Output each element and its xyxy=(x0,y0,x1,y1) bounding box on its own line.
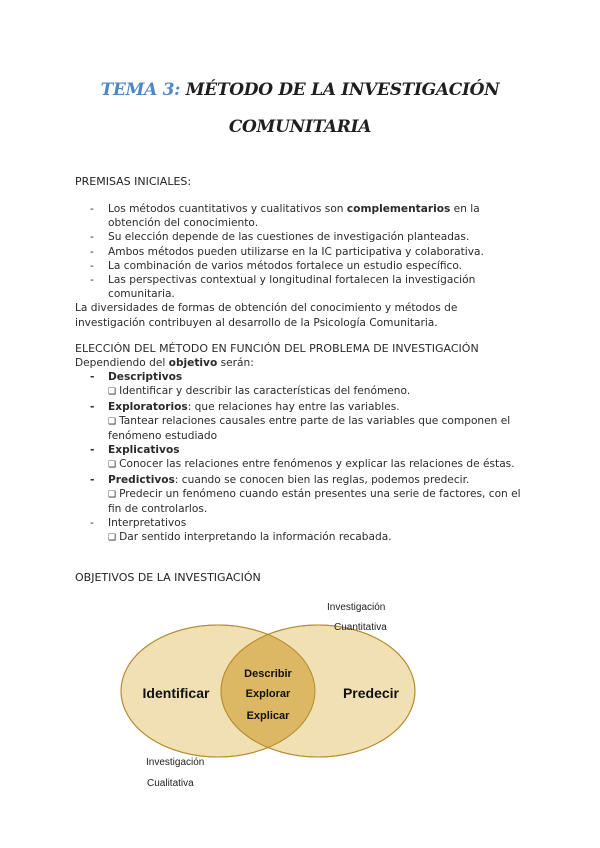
explicar-label: Explicar xyxy=(246,710,290,722)
top-caption-1: Investigación xyxy=(327,602,386,613)
top-caption-2: Cuantitativa xyxy=(334,622,387,633)
premisas-list xyxy=(75,202,525,301)
explorar-label: Explorar xyxy=(245,688,291,700)
eleccion-intro: Dependiendo del objetivo serán: xyxy=(75,357,254,369)
objetivo-detail: ❑ Tantear relaciones causales entre parte de las variables que componen el fenómeno estudiado xyxy=(108,414,511,443)
objetivo-item: - Descriptivos ❑ Identificar y describir las características del fenómeno. xyxy=(75,370,525,399)
objetivo-item: - Interpretativos ❑ Dar sentido interpretando la información recabada. xyxy=(75,516,525,545)
premisa-item: - Las perspectivas contextual y longitudinal fortalecen la investigación comunitaria. xyxy=(75,273,525,301)
premisas-section xyxy=(75,202,525,330)
page-title-line2: COMUNITARIA xyxy=(228,117,372,137)
premisa-item: - Ambos métodos pueden utilizarse en la IC participativa y colaborativa. xyxy=(75,245,525,259)
checkbox-icon: ❑ xyxy=(108,416,117,427)
checkbox-icon: ❑ xyxy=(108,489,117,500)
objetivos-heading: OBJETIVOS DE LA INVESTIGACIÓN xyxy=(75,571,261,584)
objetivo-detail: ❑ Conocer las relaciones entre fenómenos y explicar las relaciones de éstas. xyxy=(108,458,515,471)
premisa-item: - Los métodos cuantitativos y cualitativos son complementarios en la obtención del conocimiento. xyxy=(75,202,525,230)
eleccion-section xyxy=(75,356,525,546)
bottom-caption-1: Investigación xyxy=(146,757,205,768)
objetivo-item: - Explicativos ❑ Conocer las relaciones entre fenómenos y explicar las relaciones de éstas. xyxy=(75,443,525,472)
identificar-label: Identificar xyxy=(142,685,210,701)
premisas-heading: PREMISAS INICIALES: xyxy=(75,175,192,188)
objetivo-detail: ❑ Dar sentido interpretando la información recabada. xyxy=(108,531,392,544)
objetivo-item: - Predictivos: cuando se conocen bien las reglas, podemos predecir. ❑ Predecir un fenómeno cuando están presentes una serie de factores, con el fin de controlarlos. xyxy=(75,473,525,517)
objetivo-item: - Exploratorios: que relaciones hay entre las variables. ❑ Tantear relaciones causales entre parte de las variables que componen el fenómeno estudiado xyxy=(75,400,525,444)
eleccion-heading: ELECCIÓN DEL MÉTODO EN FUNCIÓN DEL PROBLEMA DE INVESTIGACIÓN xyxy=(75,342,479,355)
title-text: MÉTODO DE LA INVESTIGACIÓN xyxy=(185,80,500,100)
title-prefix: TEMA 3: xyxy=(100,80,181,100)
premisas-paragraph: La diversidades de formas de obtención del conocimiento y métodos de investigación contribuyen al desarrollo de la Psicología Comunitaria. xyxy=(75,302,458,329)
checkbox-icon: ❑ xyxy=(108,387,117,398)
premisa-item: - La combinación de varios métodos fortalece un estudio específico. xyxy=(75,259,525,273)
eleccion-list xyxy=(75,370,525,545)
describir-label: Describir xyxy=(244,668,292,680)
page-title-line1 xyxy=(0,80,600,100)
checkbox-icon: ❑ xyxy=(108,460,117,471)
objetivo-detail: ❑ Identificar y describir las características del fenómeno. xyxy=(108,385,411,398)
predecir-label: Predecir xyxy=(342,685,400,701)
premisa-item: - Su elección depende de las cuestiones de investigación planteadas. xyxy=(75,230,525,244)
objetivo-detail: ❑ Predecir un fenómeno cuando están presentes una serie de factores, con el fin de controlarlos. xyxy=(108,487,521,516)
checkbox-icon: ❑ xyxy=(108,533,117,544)
venn-diagram xyxy=(0,595,600,845)
bottom-caption-2: Cualitativa xyxy=(147,778,194,789)
